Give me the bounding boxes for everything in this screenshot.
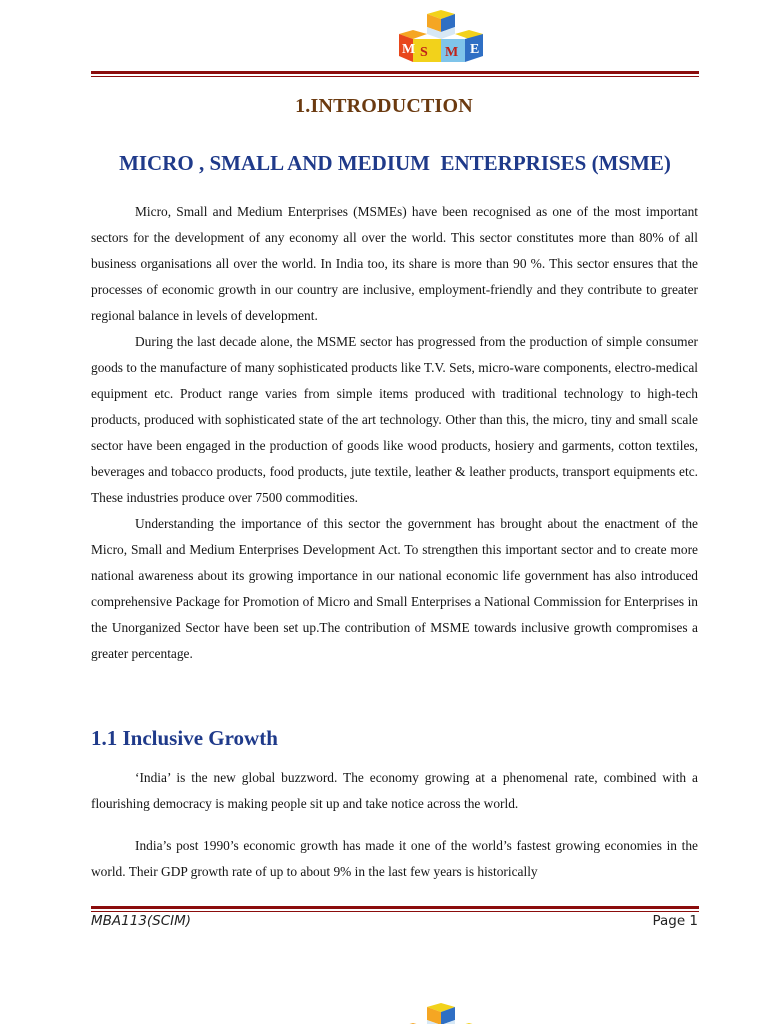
footer-rule-thick	[91, 906, 699, 909]
footer-page-number: Page 1	[652, 913, 698, 929]
header-rule	[91, 71, 699, 77]
msme-logo-next-page	[393, 1003, 489, 1024]
paragraph: Understanding the importance of this sector the government has brought about the enactment of the Micro, Small and Medium Enterprises Development Act. To strengthen this important sector and to create more national awareness about its growing importance in our national economic life government has also introduced comprehensive Package for Promotion of Micro and Small Enterprises a National Commission for Enterprises in the Unorganized Sector have been set up.The contribution of MSME towards inclusive growth compromises a greater percentage.	[91, 516, 698, 661]
inclusive-growth-body	[91, 765, 698, 817]
msme-title: MICRO , SMALL AND MEDIUM ENTERPRISES (MSME)	[119, 151, 671, 175]
footer-rule-thin	[91, 911, 699, 912]
header-rule-thin	[91, 76, 699, 77]
paragraph: Micro, Small and Medium Enterprises (MSMEs) have been recognised as one of the most important sectors for the development of any economy all over the world. This sector constitutes more than 80% of all business organisations all over the world. In India too, its share is more than 90 %. This sector ensures that the processes of economic growth in our country are inclusive, employment-friendly and they contribute to greater regional balance in levels of development.	[91, 204, 698, 323]
logo-letter: M	[445, 45, 459, 60]
paragraph: ‘India’ is the new global buzzword. The economy growing at a phenomenal rate, combined with a flourishing democracy is making people sit up and take notice across the world.	[91, 770, 698, 811]
logo-letter: M	[402, 42, 416, 57]
footer-rule	[91, 906, 699, 912]
chapter-heading: 1.INTRODUCTION	[295, 95, 473, 117]
inclusive-growth-body-continued	[91, 833, 698, 885]
msme-logo	[393, 10, 489, 68]
section-heading-inclusive-growth: 1.1 Inclusive Growth	[91, 726, 278, 750]
paragraph: India’s post 1990’s economic growth has made it one of the world’s fastest growing economies in the world. Their GDP growth rate of up to about 9% in the last few years is historically	[91, 838, 698, 879]
footer-course-code: MBA113(SCIM)	[91, 913, 192, 929]
logo-letter: S	[420, 45, 428, 60]
logo-letter: E	[470, 42, 480, 57]
paragraph: During the last decade alone, the MSME sector has progressed from the production of simple consumer goods to the manufacture of many sophisticated products like T.V. Sets, micro-ware components, electro-medical equipment etc. Product range varies from simple items produced with traditional technology to high-tech products, produced with sophisticated state of the art technology. Other than this, the micro, tiny and small scale sector have been engaged in the production of goods like wood products, hosiery and garments, cotton textiles, beverages and tobacco products, food products, jute textile, leather & leather products, transport equipments etc. These industries produce over 7500 commodities.	[91, 334, 698, 505]
intro-body	[91, 199, 698, 667]
header-rule-thick	[91, 71, 699, 74]
